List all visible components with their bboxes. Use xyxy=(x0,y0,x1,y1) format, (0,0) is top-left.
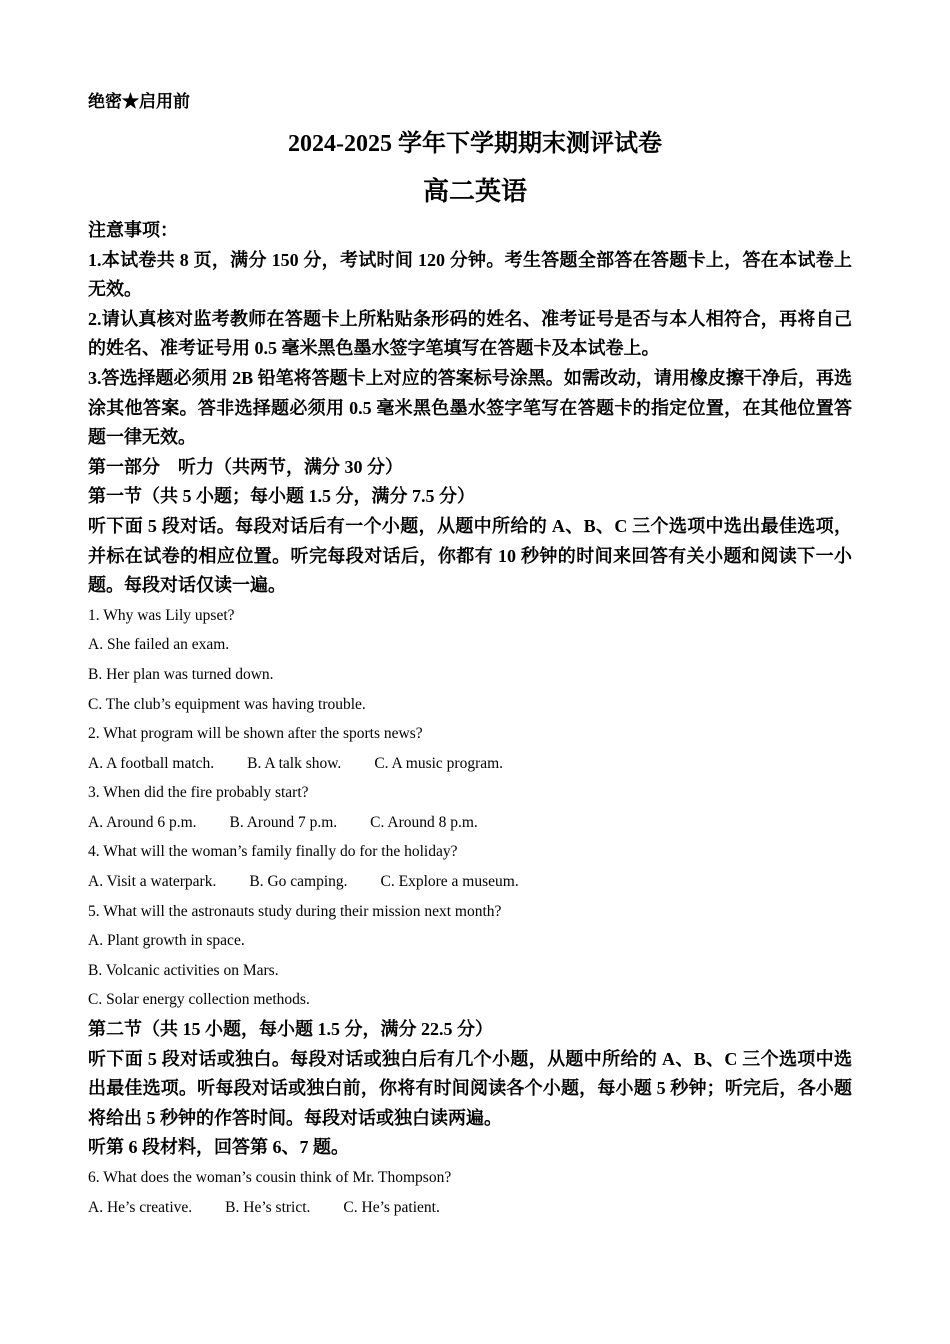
question-4-stem: 4. What will the woman’s family finally do for the holiday? xyxy=(88,843,458,861)
question-4-option-a: A. Visit a waterpark. xyxy=(88,873,217,891)
material-6-heading: 听第 6 段材料，回答第 6、7 题。 xyxy=(88,1137,349,1158)
question-1-option-a: A. She failed an exam. xyxy=(88,636,230,654)
question-6-option-a: A. He’s creative. xyxy=(88,1198,193,1216)
subject-title: 高二英语 xyxy=(422,177,527,206)
question-6-option-b: B. He’s strict. xyxy=(225,1198,311,1216)
question-6-options xyxy=(88,1193,852,1223)
section2-instructions: 听下面 5 段对话或独白。每段对话或独白后有几个小题，从题中所给的 A、B、C 三个选项中选出最佳选项。听每段对话或独白前，你将有时间阅读各个小题，每小题 5 秒钟；听完后，各小题将给出 5 秒钟的作答时间。每段对话或独白读两遍。 xyxy=(88,1048,852,1128)
part1-heading: 第一部分 听力（共两节，满分 30 分） xyxy=(88,456,403,477)
note-item-1: 1.本试卷共 8 页，满分 150 分，考试时间 120 分钟。考生答题全部答在答题卡上，答在本试卷上无效。 xyxy=(88,249,852,300)
question-4-options xyxy=(88,867,852,897)
section1-instructions: 听下面 5 段对话。每段对话后有一个小题，从题中所给的 A、B、C 三个选项中选出最佳选项，并标在试卷的相应位置。听完每段对话后，你都有 10 秒钟的时间来回答有关小题和阅读下一小题。每段对话仅读一遍。 xyxy=(88,515,852,596)
question-1-stem: 1. Why was Lily upset? xyxy=(88,606,235,624)
question-5-option-b: B. Volcanic activities on Mars. xyxy=(88,961,279,979)
question-3-option-a: A. Around 6 p.m. xyxy=(88,813,197,831)
question-5-option-a: A. Plant growth in space. xyxy=(88,932,245,950)
question-3-option-c: C. Around 8 p.m. xyxy=(370,813,478,831)
confidential-mark: 绝密★启用前 xyxy=(88,92,190,111)
question-4-option-c: C. Explore a museum. xyxy=(380,873,519,891)
question-6-option-c: C. He’s patient. xyxy=(343,1198,440,1216)
question-3-stem: 3. When did the fire probably start? xyxy=(88,784,309,802)
question-2-option-b: B. A talk show. xyxy=(247,754,342,772)
question-5-stem: 5. What will the astronauts study during their mission next month? xyxy=(88,902,502,920)
section1-heading: 第一节（共 5 小题；每小题 1.5 分，满分 7.5 分） xyxy=(88,486,475,507)
note-item-2: 2.请认真核对监考教师在答题卡上所粘贴条形码的姓名、准考证号是否与本人相符合，再将自己的姓名、准考证号用 0.5 毫米黑色墨水签字笔填写在答题卡及本试卷上。 xyxy=(88,308,852,359)
question-3-options xyxy=(88,808,852,838)
notes-heading: 注意事项： xyxy=(88,220,178,240)
exam-body xyxy=(88,216,852,1222)
note-item-3: 3.答选择题必须用 2B 铅笔将答题卡上对应的答案标号涂黑。如需改动，请用橡皮擦干净后，再选涂其他答案。答非选择题必须用 0.5 毫米黑色墨水签字笔写在答题卡的指定位置，在其他位置答题一律无效。 xyxy=(88,367,852,448)
question-1-option-c: C. The club’s equipment was having trouble. xyxy=(88,695,366,713)
question-2-option-a: A. A football match. xyxy=(88,754,215,772)
exam-title: 2024-2025 学年下学期期末测评试卷 xyxy=(288,131,662,157)
question-3-option-b: B. Around 7 p.m. xyxy=(229,813,338,831)
question-2-stem: 2. What program will be shown after the sports news? xyxy=(88,725,423,743)
question-4-option-b: B. Go camping. xyxy=(249,873,348,891)
question-1-option-b: B. Her plan was turned down. xyxy=(88,665,274,683)
question-2-options xyxy=(88,749,852,779)
question-2-option-c: C. A music program. xyxy=(374,754,504,772)
question-6-stem: 6. What does the woman’s cousin think of Mr. Thompson? xyxy=(88,1169,452,1186)
section2-heading: 第二节（共 15 小题，每小题 1.5 分，满分 22.5 分） xyxy=(88,1019,493,1040)
question-5-option-c: C. Solar energy collection methods. xyxy=(88,991,310,1009)
